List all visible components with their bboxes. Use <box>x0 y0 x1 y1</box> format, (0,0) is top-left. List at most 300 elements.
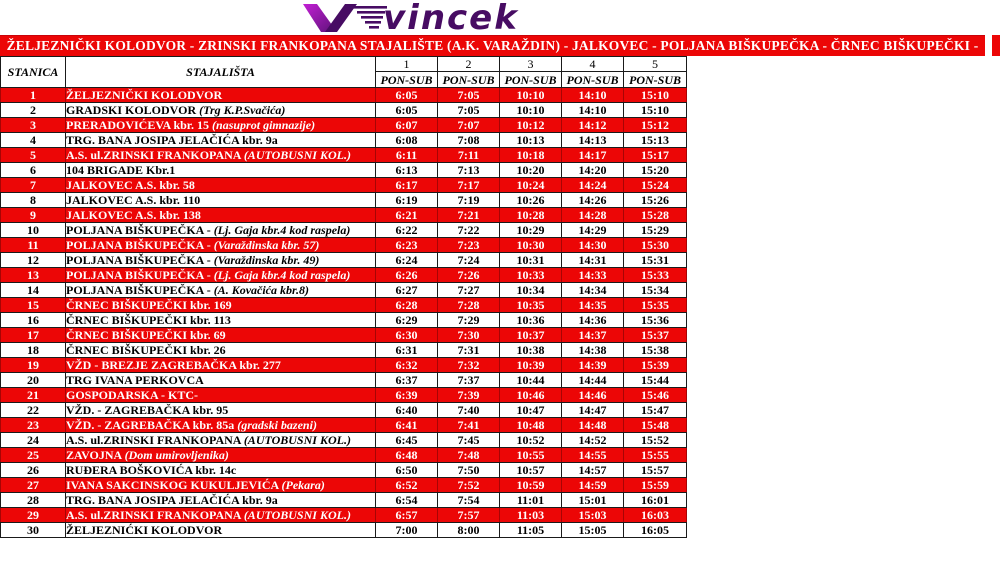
station-number: 27 <box>1 478 66 493</box>
time-cell-3: 10:26 <box>500 193 562 208</box>
table-row <box>1 298 687 313</box>
station-note: (A. Kovačića kbr.8) <box>213 283 310 297</box>
table-row <box>1 88 687 103</box>
time-cell-2: 7:37 <box>438 373 500 388</box>
station-note: (gradski bazeni) <box>237 418 317 432</box>
station-name: JALKOVEC A.S. kbr. 138 <box>66 208 201 222</box>
station-name: IVANA SAKCINSKOG KUKULJEVIĆA <box>66 478 279 492</box>
station-name: ZAVOJNA <box>66 448 122 462</box>
station-name-cell <box>66 163 376 178</box>
table-row <box>1 163 687 178</box>
time-cell-5: 15:31 <box>624 253 687 268</box>
trip-days-2: PON-SUB <box>438 72 500 88</box>
time-cell-5: 15:59 <box>624 478 687 493</box>
table-row <box>1 478 687 493</box>
station-name-cell <box>66 118 376 133</box>
time-cell-5: 15:57 <box>624 463 687 478</box>
time-cell-3: 10:33 <box>500 268 562 283</box>
time-cell-2: 7:40 <box>438 403 500 418</box>
time-cell-2: 7:28 <box>438 298 500 313</box>
time-cell-1: 6:29 <box>376 313 438 328</box>
station-number: 6 <box>1 163 66 178</box>
time-cell-5: 15:10 <box>624 103 687 118</box>
station-name-cell <box>66 358 376 373</box>
table-row <box>1 523 687 538</box>
station-number: 13 <box>1 268 66 283</box>
station-name-cell <box>66 508 376 523</box>
time-cell-1: 6:21 <box>376 208 438 223</box>
station-name-cell <box>66 388 376 403</box>
time-cell-4: 14:55 <box>562 448 624 463</box>
time-cell-1: 6:07 <box>376 118 438 133</box>
table-row <box>1 433 687 448</box>
time-cell-3: 10:57 <box>500 463 562 478</box>
time-cell-1: 6:19 <box>376 193 438 208</box>
station-name-cell <box>66 493 376 508</box>
trip-days-1: PON-SUB <box>376 72 438 88</box>
station-number: 22 <box>1 403 66 418</box>
timetable-body <box>1 88 687 538</box>
station-name-cell <box>66 148 376 163</box>
station-name: JALKOVEC A.S. kbr. 58 <box>66 178 195 192</box>
time-cell-5: 15:26 <box>624 193 687 208</box>
table-row <box>1 448 687 463</box>
time-cell-1: 6:57 <box>376 508 438 523</box>
time-cell-2: 7:31 <box>438 343 500 358</box>
logo-text: vincek <box>383 0 519 35</box>
station-name-cell <box>66 523 376 538</box>
station-name: A.S. ul.ZRINSKI FRANKOPANA <box>66 508 241 522</box>
time-cell-2: 7:29 <box>438 313 500 328</box>
time-cell-1: 6:27 <box>376 283 438 298</box>
time-cell-3: 10:37 <box>500 328 562 343</box>
time-cell-5: 15:37 <box>624 328 687 343</box>
time-cell-4: 14:30 <box>562 238 624 253</box>
time-cell-1: 6:26 <box>376 268 438 283</box>
station-name: POLJANA BIŠKUPEČKA - <box>66 268 211 282</box>
time-cell-4: 14:29 <box>562 223 624 238</box>
station-name: A.S. ul.ZRINSKI FRANKOPANA <box>66 433 241 447</box>
time-cell-4: 14:26 <box>562 193 624 208</box>
time-cell-2: 7:48 <box>438 448 500 463</box>
station-name: VŽD. - ZAGREBAČKA kbr. 85a <box>66 418 235 432</box>
time-cell-1: 6:40 <box>376 403 438 418</box>
time-cell-3: 10:55 <box>500 448 562 463</box>
station-number: 28 <box>1 493 66 508</box>
time-cell-1: 6:37 <box>376 373 438 388</box>
table-row <box>1 463 687 478</box>
table-row <box>1 358 687 373</box>
table-row <box>1 268 687 283</box>
time-cell-5: 15:39 <box>624 358 687 373</box>
time-cell-4: 14:59 <box>562 478 624 493</box>
time-cell-3: 10:47 <box>500 403 562 418</box>
station-name-cell <box>66 103 376 118</box>
time-cell-2: 7:30 <box>438 328 500 343</box>
trip-days-4: PON-SUB <box>562 72 624 88</box>
table-row <box>1 373 687 388</box>
time-cell-4: 14:31 <box>562 253 624 268</box>
station-name-cell <box>66 208 376 223</box>
table-row <box>1 388 687 403</box>
time-cell-5: 15:33 <box>624 268 687 283</box>
table-row <box>1 223 687 238</box>
table-row <box>1 418 687 433</box>
time-cell-4: 14:44 <box>562 373 624 388</box>
station-number: 9 <box>1 208 66 223</box>
time-cell-2: 7:57 <box>438 508 500 523</box>
station-number: 4 <box>1 133 66 148</box>
station-number: 23 <box>1 418 66 433</box>
station-number: 14 <box>1 283 66 298</box>
station-note: (AUTOBUSNI KOL.) <box>243 508 351 522</box>
station-name: GOSPODARSKA - KTC- <box>66 388 199 402</box>
time-cell-2: 8:00 <box>438 523 500 538</box>
time-cell-5: 15:48 <box>624 418 687 433</box>
trip-number-4: 4 <box>562 57 624 72</box>
station-note: (Varaždinska kbr. 49) <box>213 253 320 267</box>
time-cell-1: 6:50 <box>376 463 438 478</box>
station-note: (Trg K.P.Svačića) <box>199 103 286 117</box>
time-cell-3: 10:35 <box>500 298 562 313</box>
time-cell-3: 10:29 <box>500 223 562 238</box>
time-cell-4: 14:10 <box>562 103 624 118</box>
time-cell-5: 15:44 <box>624 373 687 388</box>
station-number: 21 <box>1 388 66 403</box>
time-cell-2: 7:52 <box>438 478 500 493</box>
time-cell-3: 11:01 <box>500 493 562 508</box>
time-cell-1: 7:00 <box>376 523 438 538</box>
table-row <box>1 403 687 418</box>
banner-right-edge <box>992 35 1000 56</box>
station-number: 18 <box>1 343 66 358</box>
time-cell-4: 14:10 <box>562 88 624 103</box>
time-cell-3: 10:13 <box>500 133 562 148</box>
station-name-cell <box>66 403 376 418</box>
time-cell-5: 16:03 <box>624 508 687 523</box>
time-cell-2: 7:32 <box>438 358 500 373</box>
trip-days-3: PON-SUB <box>500 72 562 88</box>
time-cell-5: 15:38 <box>624 343 687 358</box>
time-cell-4: 15:05 <box>562 523 624 538</box>
time-cell-5: 15:28 <box>624 208 687 223</box>
time-cell-5: 15:47 <box>624 403 687 418</box>
time-cell-5: 15:35 <box>624 298 687 313</box>
time-cell-1: 6:17 <box>376 178 438 193</box>
station-name: TRG IVANA PERKOVCA <box>66 373 204 387</box>
station-name: ČRNEC BIŠKUPEČKI kbr. 113 <box>66 313 231 327</box>
time-cell-5: 15:52 <box>624 433 687 448</box>
station-name-cell <box>66 253 376 268</box>
table-row <box>1 193 687 208</box>
station-number: 26 <box>1 463 66 478</box>
time-cell-4: 14:47 <box>562 403 624 418</box>
time-cell-4: 14:12 <box>562 118 624 133</box>
station-number: 19 <box>1 358 66 373</box>
station-note: (AUTOBUSNI KOL.) <box>243 433 351 447</box>
time-cell-4: 15:01 <box>562 493 624 508</box>
station-name-cell <box>66 238 376 253</box>
station-name-cell <box>66 448 376 463</box>
station-name-cell <box>66 283 376 298</box>
station-name-cell <box>66 223 376 238</box>
time-cell-2: 7:26 <box>438 268 500 283</box>
station-name: POLJANA BIŠKUPEČKA - <box>66 223 211 237</box>
time-cell-4: 14:38 <box>562 343 624 358</box>
time-cell-4: 14:13 <box>562 133 624 148</box>
time-cell-4: 14:34 <box>562 283 624 298</box>
timetable <box>0 56 687 538</box>
time-cell-3: 10:31 <box>500 253 562 268</box>
time-cell-3: 10:39 <box>500 358 562 373</box>
time-cell-2: 7:19 <box>438 193 500 208</box>
time-cell-1: 6:08 <box>376 133 438 148</box>
trip-number-3: 3 <box>500 57 562 72</box>
station-number: 16 <box>1 313 66 328</box>
station-number: 20 <box>1 373 66 388</box>
time-cell-3: 10:44 <box>500 373 562 388</box>
time-cell-4: 14:36 <box>562 313 624 328</box>
station-name: VŽD. - ZAGREBAČKA kbr. 95 <box>66 403 229 417</box>
station-name: 104 BRIGADE Kbr.1 <box>66 163 176 177</box>
time-cell-3: 10:46 <box>500 388 562 403</box>
time-cell-2: 7:11 <box>438 148 500 163</box>
time-cell-4: 14:33 <box>562 268 624 283</box>
time-cell-3: 10:24 <box>500 178 562 193</box>
station-name: TRG. BANA JOSIPA JELAČIĆA kbr. 9a <box>66 133 278 147</box>
station-number: 30 <box>1 523 66 538</box>
time-cell-2: 7:21 <box>438 208 500 223</box>
time-cell-4: 14:17 <box>562 148 624 163</box>
time-cell-4: 15:03 <box>562 508 624 523</box>
time-cell-3: 10:30 <box>500 238 562 253</box>
station-name-cell <box>66 178 376 193</box>
time-cell-4: 14:48 <box>562 418 624 433</box>
trip-number-2: 2 <box>438 57 500 72</box>
time-cell-3: 11:05 <box>500 523 562 538</box>
time-cell-4: 14:20 <box>562 163 624 178</box>
time-cell-4: 14:46 <box>562 388 624 403</box>
station-number: 15 <box>1 298 66 313</box>
time-cell-2: 7:17 <box>438 178 500 193</box>
time-cell-5: 15:30 <box>624 238 687 253</box>
time-cell-1: 6:28 <box>376 298 438 313</box>
station-note: (Lj. Gaja kbr.4 kod raspela) <box>213 268 351 282</box>
station-number: 8 <box>1 193 66 208</box>
table-row <box>1 493 687 508</box>
time-cell-3: 10:59 <box>500 478 562 493</box>
station-name-cell <box>66 133 376 148</box>
station-name-cell <box>66 193 376 208</box>
time-cell-1: 6:13 <box>376 163 438 178</box>
station-name-cell <box>66 418 376 433</box>
time-cell-5: 15:55 <box>624 448 687 463</box>
time-cell-1: 6:31 <box>376 343 438 358</box>
header-stanica: STANICA <box>1 57 66 88</box>
time-cell-3: 10:18 <box>500 148 562 163</box>
time-cell-2: 7:05 <box>438 103 500 118</box>
station-number: 29 <box>1 508 66 523</box>
time-cell-5: 15:10 <box>624 88 687 103</box>
time-cell-3: 10:10 <box>500 103 562 118</box>
time-cell-4: 14:35 <box>562 298 624 313</box>
time-cell-4: 14:39 <box>562 358 624 373</box>
time-cell-2: 7:27 <box>438 283 500 298</box>
time-cell-2: 7:24 <box>438 253 500 268</box>
time-cell-4: 14:37 <box>562 328 624 343</box>
time-cell-1: 6:39 <box>376 388 438 403</box>
logo-w-mark <box>303 4 387 32</box>
table-row <box>1 313 687 328</box>
station-name-cell <box>66 433 376 448</box>
time-cell-2: 7:41 <box>438 418 500 433</box>
station-name: ČRNEC BIŠKUPEČKI kbr. 169 <box>66 298 232 312</box>
time-cell-3: 10:52 <box>500 433 562 448</box>
trip-days-5: PON-SUB <box>624 72 687 88</box>
time-cell-5: 16:05 <box>624 523 687 538</box>
table-row <box>1 103 687 118</box>
time-cell-2: 7:39 <box>438 388 500 403</box>
time-cell-2: 7:07 <box>438 118 500 133</box>
time-cell-1: 6:05 <box>376 88 438 103</box>
station-number: 10 <box>1 223 66 238</box>
timetable-header <box>1 57 687 88</box>
time-cell-5: 15:24 <box>624 178 687 193</box>
time-cell-5: 15:34 <box>624 283 687 298</box>
station-name: ŽELJEZNIČKI KOLODVOR <box>66 88 223 102</box>
vincek-logo <box>265 1 735 35</box>
time-cell-5: 15:20 <box>624 163 687 178</box>
station-name-cell <box>66 343 376 358</box>
time-cell-1: 6:11 <box>376 148 438 163</box>
route-banner: ŽELJEZNIČKI KOLODVOR - ZRINSKI FRANKOPANA STAJALIŠTE (A.K. VARAŽDIN) - JALKOVEC - POLJANA BIŠKUPEČKA - ČRNEC BIŠKUPEČKI - <box>0 35 985 56</box>
station-name: PRERADOVIĆEVA kbr. 15 <box>66 118 210 132</box>
time-cell-2: 7:05 <box>438 88 500 103</box>
table-row <box>1 208 687 223</box>
station-name: ŽELJEZNIĆKI KOLODVOR <box>66 523 223 537</box>
station-name: VŽD - BREZJE ZAGREBAČKA kbr. 277 <box>66 358 281 372</box>
table-row <box>1 508 687 523</box>
time-cell-3: 10:10 <box>500 88 562 103</box>
time-cell-5: 15:46 <box>624 388 687 403</box>
time-cell-1: 6:22 <box>376 223 438 238</box>
time-cell-3: 10:36 <box>500 313 562 328</box>
station-note: (nasuprot gimnazije) <box>212 118 316 132</box>
logo-bar <box>0 0 1000 35</box>
time-cell-5: 15:13 <box>624 133 687 148</box>
time-cell-4: 14:28 <box>562 208 624 223</box>
station-name-cell <box>66 478 376 493</box>
table-row <box>1 253 687 268</box>
time-cell-4: 14:57 <box>562 463 624 478</box>
station-name-cell <box>66 298 376 313</box>
station-number: 17 <box>1 328 66 343</box>
station-note: (Pekara) <box>281 478 325 492</box>
time-cell-2: 7:45 <box>438 433 500 448</box>
time-cell-5: 15:29 <box>624 223 687 238</box>
trip-number-1: 1 <box>376 57 438 72</box>
station-name: ČRNEC BIŠKUPEČKI kbr. 69 <box>66 328 226 342</box>
station-note: (AUTOBUSNI KOL.) <box>243 148 351 162</box>
time-cell-2: 7:23 <box>438 238 500 253</box>
time-cell-4: 14:24 <box>562 178 624 193</box>
time-cell-1: 6:23 <box>376 238 438 253</box>
time-cell-1: 6:45 <box>376 433 438 448</box>
station-note: (Lj. Gaja kbr.4 kod raspela) <box>213 223 351 237</box>
station-name: POLJANA BIŠKUPEČKA - <box>66 283 211 297</box>
time-cell-2: 7:54 <box>438 493 500 508</box>
time-cell-3: 10:20 <box>500 163 562 178</box>
station-number: 7 <box>1 178 66 193</box>
header-stajalista: STAJALIŠTA <box>66 57 376 88</box>
station-name: A.S. ul.ZRINSKI FRANKOPANA <box>66 148 241 162</box>
table-row <box>1 178 687 193</box>
station-number: 2 <box>1 103 66 118</box>
station-name: RUĐERA BOŠKOVIĆA kbr. 14c <box>66 463 237 477</box>
time-cell-5: 15:12 <box>624 118 687 133</box>
station-name: GRADSKI KOLODVOR <box>66 103 197 117</box>
table-row <box>1 283 687 298</box>
table-row <box>1 133 687 148</box>
station-note: (Dom umirovljenika) <box>124 448 229 462</box>
station-name-cell <box>66 463 376 478</box>
station-name: JALKOVEC A.S. kbr. 110 <box>66 193 201 207</box>
time-cell-2: 7:08 <box>438 133 500 148</box>
time-cell-5: 16:01 <box>624 493 687 508</box>
station-number: 3 <box>1 118 66 133</box>
trip-number-5: 5 <box>624 57 687 72</box>
time-cell-3: 10:28 <box>500 208 562 223</box>
station-number: 5 <box>1 148 66 163</box>
time-cell-3: 11:03 <box>500 508 562 523</box>
station-name-cell <box>66 268 376 283</box>
station-note: (Varaždinska kbr. 57) <box>213 238 320 252</box>
station-name: TRG. BANA JOSIPA JELAČIĆA kbr. 9a <box>66 493 278 507</box>
station-name: POLJANA BIŠKUPEČKA - <box>66 238 211 252</box>
table-row <box>1 148 687 163</box>
station-number: 1 <box>1 88 66 103</box>
time-cell-1: 6:05 <box>376 103 438 118</box>
time-cell-1: 6:52 <box>376 478 438 493</box>
station-number: 12 <box>1 253 66 268</box>
station-number: 25 <box>1 448 66 463</box>
time-cell-4: 14:52 <box>562 433 624 448</box>
time-cell-3: 10:48 <box>500 418 562 433</box>
table-row <box>1 328 687 343</box>
table-row <box>1 238 687 253</box>
station-name-cell <box>66 313 376 328</box>
time-cell-1: 6:54 <box>376 493 438 508</box>
station-name-cell <box>66 88 376 103</box>
time-cell-3: 10:34 <box>500 283 562 298</box>
time-cell-1: 6:32 <box>376 358 438 373</box>
time-cell-3: 10:12 <box>500 118 562 133</box>
station-name-cell <box>66 328 376 343</box>
table-row <box>1 343 687 358</box>
time-cell-2: 7:22 <box>438 223 500 238</box>
time-cell-3: 10:38 <box>500 343 562 358</box>
time-cell-1: 6:24 <box>376 253 438 268</box>
station-name-cell <box>66 373 376 388</box>
station-number: 11 <box>1 238 66 253</box>
time-cell-2: 7:13 <box>438 163 500 178</box>
table-row <box>1 118 687 133</box>
time-cell-5: 15:36 <box>624 313 687 328</box>
time-cell-5: 15:17 <box>624 148 687 163</box>
time-cell-1: 6:48 <box>376 448 438 463</box>
time-cell-1: 6:30 <box>376 328 438 343</box>
station-name: ČRNEC BIŠKUPEČKI kbr. 26 <box>66 343 226 357</box>
